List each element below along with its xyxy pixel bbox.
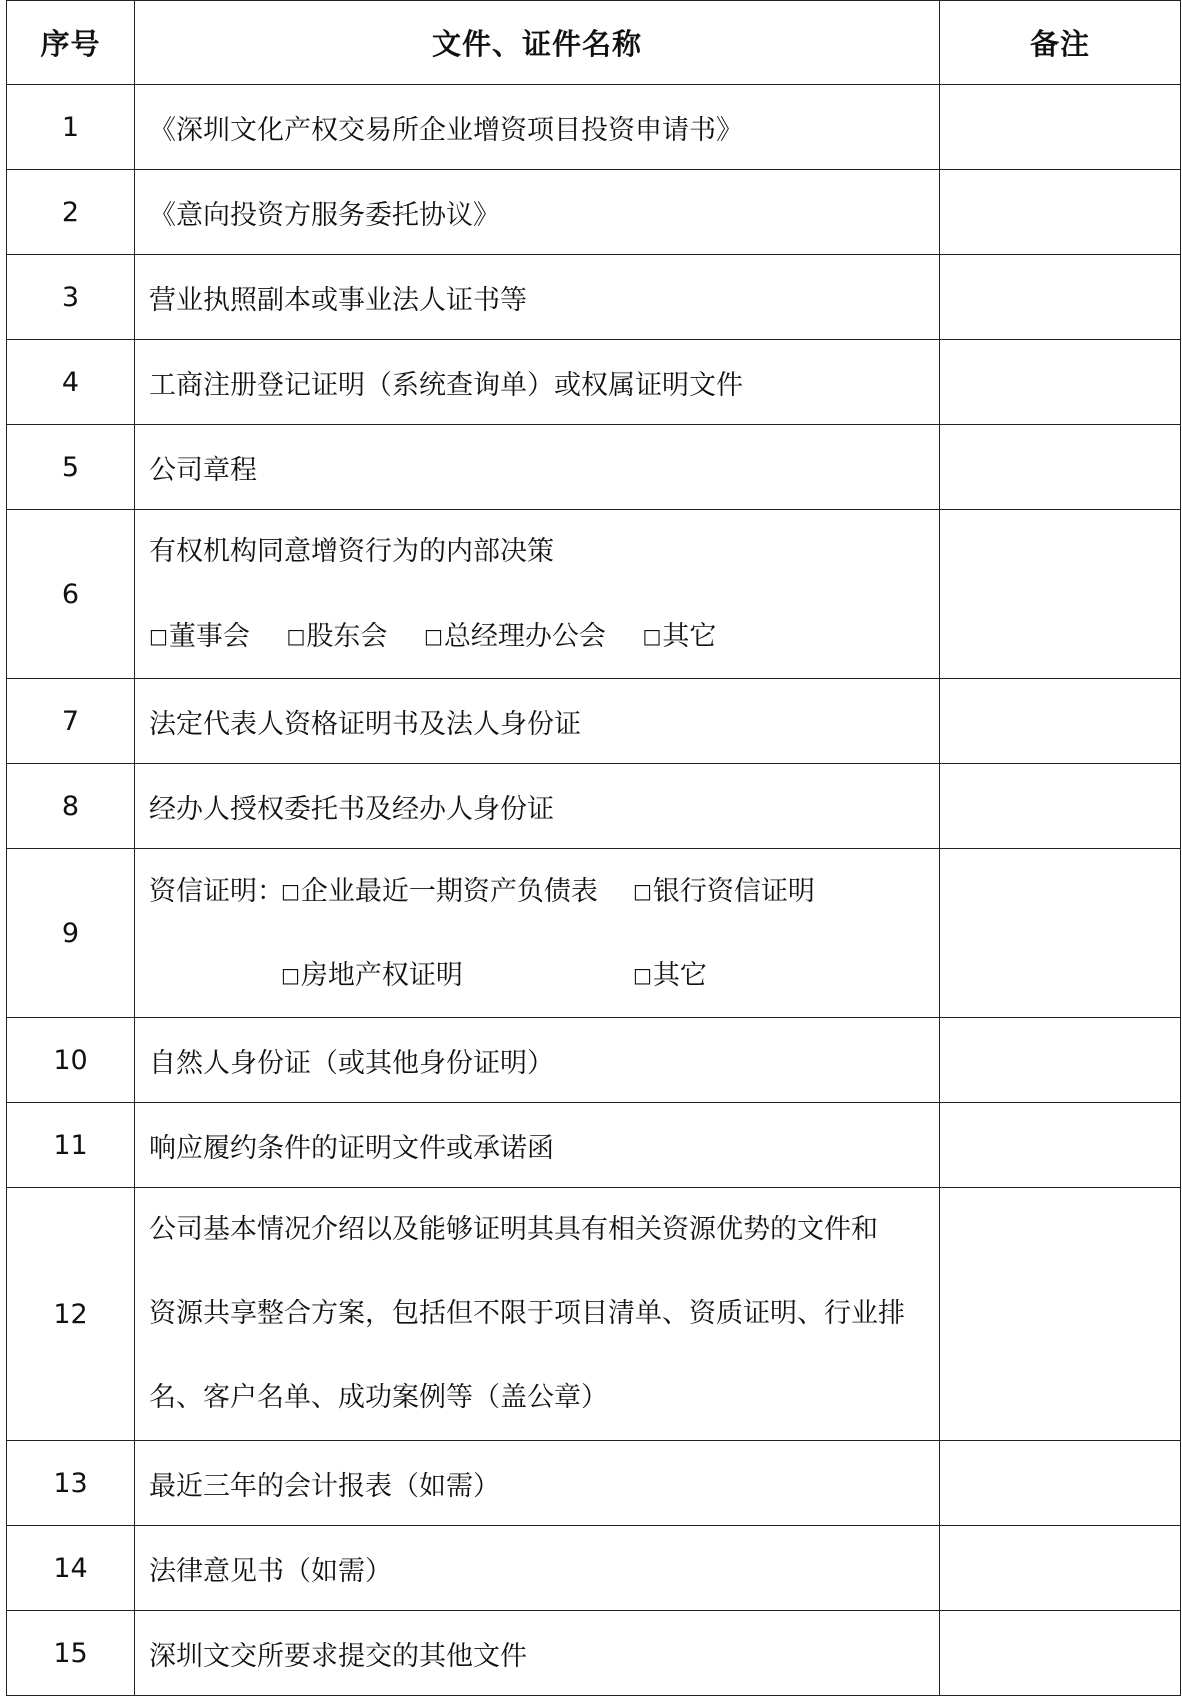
remarks-cell — [940, 1103, 1181, 1188]
checkbox-icon[interactable]: □ — [281, 879, 300, 903]
row-number: 4 — [7, 340, 135, 425]
header-remarks: 备注 — [940, 1, 1181, 85]
table-row — [7, 425, 1181, 510]
remarks-cell — [940, 85, 1181, 170]
table-row — [7, 170, 1181, 255]
row-number: 5 — [7, 425, 135, 510]
credit-options-line-1 — [149, 849, 925, 933]
option-board[interactable] — [149, 594, 250, 679]
row-number: 3 — [7, 255, 135, 340]
table-row — [7, 1441, 1181, 1526]
table-row — [7, 1188, 1181, 1441]
table-row — [7, 1018, 1181, 1103]
checkbox-icon[interactable]: □ — [633, 963, 652, 987]
remarks-cell — [940, 1441, 1181, 1526]
row-number: 6 — [7, 510, 135, 679]
remarks-cell — [940, 1188, 1181, 1441]
remarks-cell — [940, 510, 1181, 679]
option-property-certificate[interactable] — [281, 933, 633, 1018]
row-number: 7 — [7, 679, 135, 764]
row-number: 1 — [7, 85, 135, 170]
header-document-name: 文件、证件名称 — [135, 1, 940, 85]
row-number: 14 — [7, 1526, 135, 1611]
table-row — [7, 849, 1181, 1018]
remarks-cell — [940, 764, 1181, 849]
option-label: 银行资信证明 — [652, 876, 815, 907]
option-other[interactable] — [643, 594, 717, 679]
document-checklist-table — [6, 0, 1181, 1696]
document-name-with-options — [135, 510, 940, 679]
checkbox-icon[interactable]: □ — [424, 624, 443, 648]
row-number: 13 — [7, 1441, 135, 1526]
table-row — [7, 255, 1181, 340]
option-bank-credit[interactable] — [633, 849, 815, 934]
document-name: 《深圳文化产权交易所企业增资项目投资申请书》 — [135, 85, 940, 170]
document-name-multiline — [135, 1188, 940, 1441]
header-serial-number: 序号 — [7, 1, 135, 85]
option-other[interactable] — [633, 933, 707, 1018]
option-balance-sheet[interactable] — [281, 849, 633, 934]
credit-proof-options — [135, 849, 940, 1018]
row-number: 8 — [7, 764, 135, 849]
document-name: 营业执照副本或事业法人证书等 — [135, 255, 940, 340]
document-name: 深圳文交所要求提交的其他文件 — [135, 1611, 940, 1696]
option-label: 股东会 — [306, 621, 388, 652]
remarks-cell — [940, 679, 1181, 764]
credit-proof-label: 资信证明： — [149, 876, 284, 907]
document-name: 《意向投资方服务委托协议》 — [135, 170, 940, 255]
option-label: 其它 — [662, 621, 717, 652]
table-row — [7, 1611, 1181, 1696]
table-row — [7, 764, 1181, 849]
remarks-cell — [940, 849, 1181, 1018]
row-number: 12 — [7, 1188, 135, 1441]
option-label: 企业最近一期资产负债表 — [300, 876, 598, 907]
row-number: 2 — [7, 170, 135, 255]
document-name: 公司章程 — [135, 425, 940, 510]
row-number: 11 — [7, 1103, 135, 1188]
row-number: 15 — [7, 1611, 135, 1696]
remarks-cell — [940, 425, 1181, 510]
remarks-cell — [940, 1611, 1181, 1696]
option-label: 房地产权证明 — [300, 960, 463, 991]
remarks-cell — [940, 1526, 1181, 1611]
document-name: 法律意见书（如需） — [135, 1526, 940, 1611]
document-name: 有权机构同意增资行为的内部决策 — [149, 536, 554, 567]
checkbox-icon[interactable]: □ — [633, 879, 652, 903]
table-row — [7, 510, 1181, 679]
remarks-cell — [940, 170, 1181, 255]
document-name: 法定代表人资格证明书及法人身份证 — [135, 679, 940, 764]
checkbox-icon[interactable]: □ — [149, 624, 168, 648]
option-label: 董事会 — [168, 621, 250, 652]
checkbox-icon[interactable]: □ — [642, 624, 662, 648]
table-row — [7, 85, 1181, 170]
table-row — [7, 1103, 1181, 1188]
document-name: 最近三年的会计报表（如需） — [135, 1441, 940, 1526]
credit-options-line-2 — [149, 933, 925, 1017]
table-header-row — [7, 1, 1181, 85]
document-name-line: 公司基本情况介绍以及能够证明其具有相关资源优势的文件和 — [149, 1214, 878, 1245]
option-shareholders[interactable] — [287, 594, 388, 679]
table-row — [7, 1526, 1181, 1611]
row-number: 10 — [7, 1018, 135, 1103]
document-name-line: 资源共享整合方案，包括但不限于项目清单、资质证明、行业排 — [149, 1298, 905, 1329]
document-name: 自然人身份证（或其他身份证明） — [135, 1018, 940, 1103]
checkbox-icon[interactable]: □ — [286, 624, 306, 648]
document-name-line: 名、客户名单、成功案例等（盖公章） — [149, 1382, 608, 1413]
option-label: 总经理办公会 — [443, 621, 606, 652]
option-label: 其它 — [652, 960, 707, 991]
option-gm-office[interactable] — [424, 594, 606, 679]
row-number: 9 — [7, 849, 135, 1018]
remarks-cell — [940, 340, 1181, 425]
remarks-cell — [940, 1018, 1181, 1103]
remarks-cell — [940, 255, 1181, 340]
document-name: 响应履约条件的证明文件或承诺函 — [135, 1103, 940, 1188]
checkbox-icon[interactable]: □ — [281, 963, 300, 987]
document-name: 经办人授权委托书及经办人身份证 — [135, 764, 940, 849]
document-name: 工商注册登记证明（系统查询单）或权属证明文件 — [135, 340, 940, 425]
decision-options — [149, 594, 925, 678]
table-row — [7, 340, 1181, 425]
table-row — [7, 679, 1181, 764]
